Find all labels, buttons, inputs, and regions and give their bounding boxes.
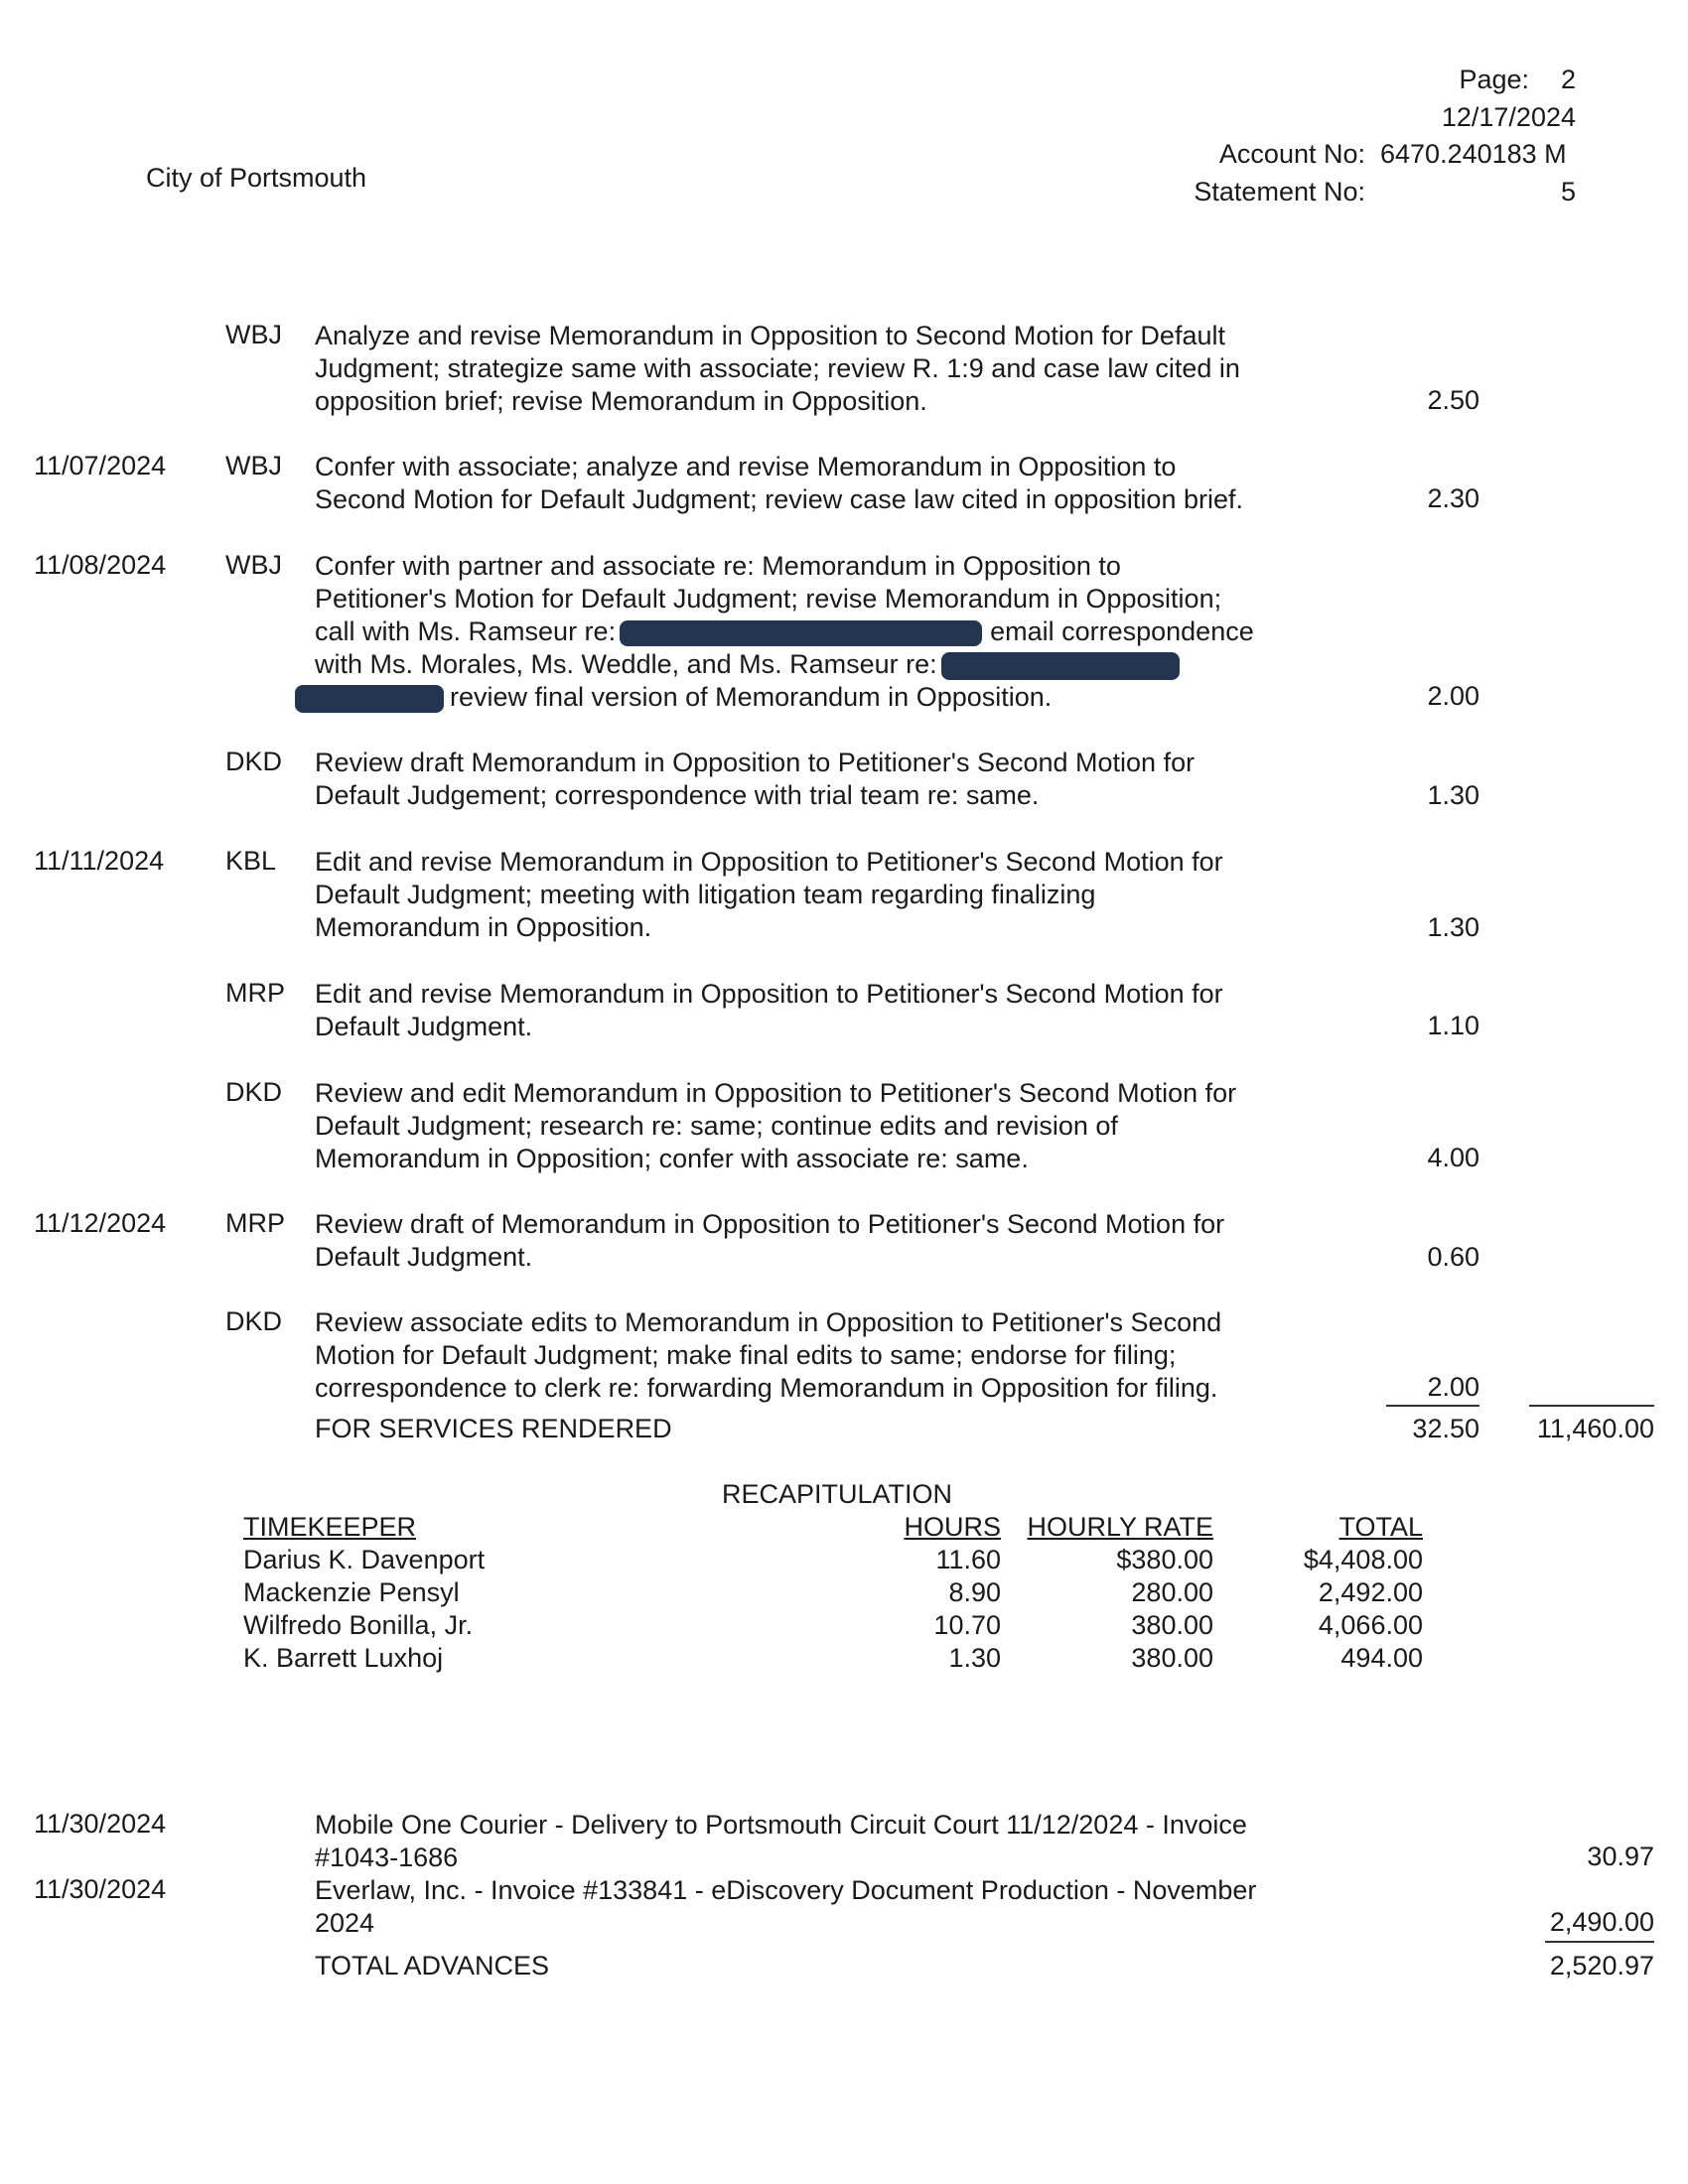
redaction-mark [295,685,444,713]
services-total-amount: 11,460.00 [1536,1414,1654,1443]
recap-hours: 1.30 [948,1643,1001,1673]
entry-date: 11/11/2024 [34,846,165,876]
page-number: 2 [1560,65,1576,94]
advance-amount: 2,490.00 [1549,1907,1654,1937]
entry-hours: 2.00 [1427,1372,1479,1402]
hours-subtotal-rule [1386,1405,1479,1407]
recap-header-hours: HOURS [904,1512,1001,1542]
entry-description: Edit and revise Memorandum in Opposition to Petitioner's Second Motion for Default Judgment. [315,979,1223,1041]
timekeeper-code: WBJ [225,550,282,580]
entry-hours: 2.30 [1427,483,1479,513]
timekeeper-code: WBJ [225,451,282,480]
timekeeper-code: DKD [225,1077,283,1107]
timekeeper-code: KBL [225,846,277,876]
recap-name: Wilfredo Bonilla, Jr. [243,1610,474,1640]
recap-rate: $380.00 [1116,1545,1213,1574]
recap-total: 2,492.00 [1318,1577,1423,1607]
recap-name: Mackenzie Pensyl [243,1577,460,1607]
entry-description: Review and edit Memorandum in Opposition to Petitioner's Second Motion for Default Judgment; research re: same; continue edits and revision of Memorandum in Opposition; confer with associate re: same. [315,1078,1237,1173]
entry-date: 11/08/2024 [34,550,167,580]
services-total-label: FOR SERVICES RENDERED [315,1414,672,1443]
advance-date: 11/30/2024 [34,1874,167,1904]
statement-date: 12/17/2024 [1441,102,1576,132]
timekeeper-code: DKD [225,1306,283,1336]
entry-description: Analyze and revise Memorandum in Opposition to Second Motion for Default Judgment; strategize same with associate; review R. 1:9 and case law cited in opposition brief; revise Memorandum in Opposition. [315,321,1240,416]
recap-rate: 380.00 [1131,1610,1213,1640]
entry-description: Confer with partner and associate re: Memorandum in Opposition to Petitioner's Motion for Default Judgment; revise Memorandum in Opposition; call with Ms. Ramseur re: email correspondence with Ms. Morales, Ms. Weddle, and Ms. Ramseur re: review final version of Memorandum in Opposition. [315,550,1298,714]
recap-rate: 280.00 [1131,1577,1213,1607]
entry-description: Edit and revise Memorandum in Opposition to Petitioner's Second Motion for Default Judgment; meeting with litigation team regarding finalizing Memorandum in Opposition. [315,847,1223,942]
recap-hours: 10.70 [933,1610,1001,1640]
recap-rate: 380.00 [1131,1643,1213,1673]
advance-description: Everlaw, Inc. - Invoice #133841 - eDiscovery Document Production - November 2024 [315,1875,1257,1938]
timekeeper-code: WBJ [225,320,282,349]
recap-total: $4,408.00 [1303,1545,1423,1574]
recap-name: K. Barrett Luxhoj [243,1643,444,1673]
entry-description: Review draft Memorandum in Opposition to Petitioner's Second Motion for Default Judgement; correspondence with trial team re: same. [315,748,1196,810]
timekeeper-code: MRP [225,978,285,1008]
entry-hours: 2.00 [1427,681,1479,711]
recap-name: Darius K. Davenport [243,1545,486,1574]
entry-hours: 1.30 [1427,780,1479,810]
recap-hours: 11.60 [935,1545,1001,1574]
services-total-hours: 32.50 [1412,1414,1479,1443]
advance-date: 11/30/2024 [34,1809,167,1839]
advances-total-label: TOTAL ADVANCES [315,1951,550,1980]
amount-subtotal-rule [1529,1405,1654,1407]
recap-total: 4,066.00 [1318,1610,1423,1640]
entry-description: Review associate edits to Memorandum in Opposition to Petitioner's Second Motion for Default Judgment; make final edits to same; endorse for filing; correspondence to clerk re: forwarding Memorandum in Opposition for filing. [315,1307,1222,1403]
entry-hours: 0.60 [1427,1242,1479,1272]
statement-label: Statement No: [1194,177,1365,206]
statement-number: 5 [1560,177,1576,206]
entry-description: Review draft of Memorandum in Opposition to Petitioner's Second Motion for Default Judgment. [315,1209,1225,1272]
redaction-mark [620,620,982,646]
recap-hours: 8.90 [948,1577,1001,1607]
advances-total-rule [1545,1941,1654,1943]
entry-hours: 1.30 [1427,912,1479,942]
account-label: Account No: [1218,139,1365,169]
redaction-mark [941,652,1180,680]
recap-title: RECAPITULATION [722,1479,953,1509]
account-number: 6470.240183 M [1380,139,1567,169]
entry-date: 11/12/2024 [34,1208,167,1238]
recap-header-timekeeper: TIMEKEEPER [243,1512,417,1542]
entry-hours: 1.10 [1427,1011,1479,1040]
advance-amount: 30.97 [1587,1842,1654,1871]
advance-description: Mobile One Courier - Delivery to Portsmouth Circuit Court 11/12/2024 - Invoice #1043-1686 [315,1810,1247,1872]
entry-hours: 2.50 [1427,385,1479,415]
entry-description: Confer with associate; analyze and revise Memorandum in Opposition to Second Motion for Default Judgment; review case law cited in opposition brief. [315,452,1243,514]
page-label: Page: [1459,65,1529,94]
advances-total-amount: 2,520.97 [1549,1951,1654,1980]
recap-header-rate: HOURLY RATE [1027,1512,1213,1542]
entry-hours: 4.00 [1427,1143,1479,1172]
timekeeper-code: DKD [225,747,283,776]
entry-date: 11/07/2024 [34,451,167,480]
recap-total: 494.00 [1340,1643,1423,1673]
recap-header-total: TOTAL [1338,1512,1423,1542]
timekeeper-code: MRP [225,1208,285,1238]
client-name: City of Portsmouth [146,163,367,193]
